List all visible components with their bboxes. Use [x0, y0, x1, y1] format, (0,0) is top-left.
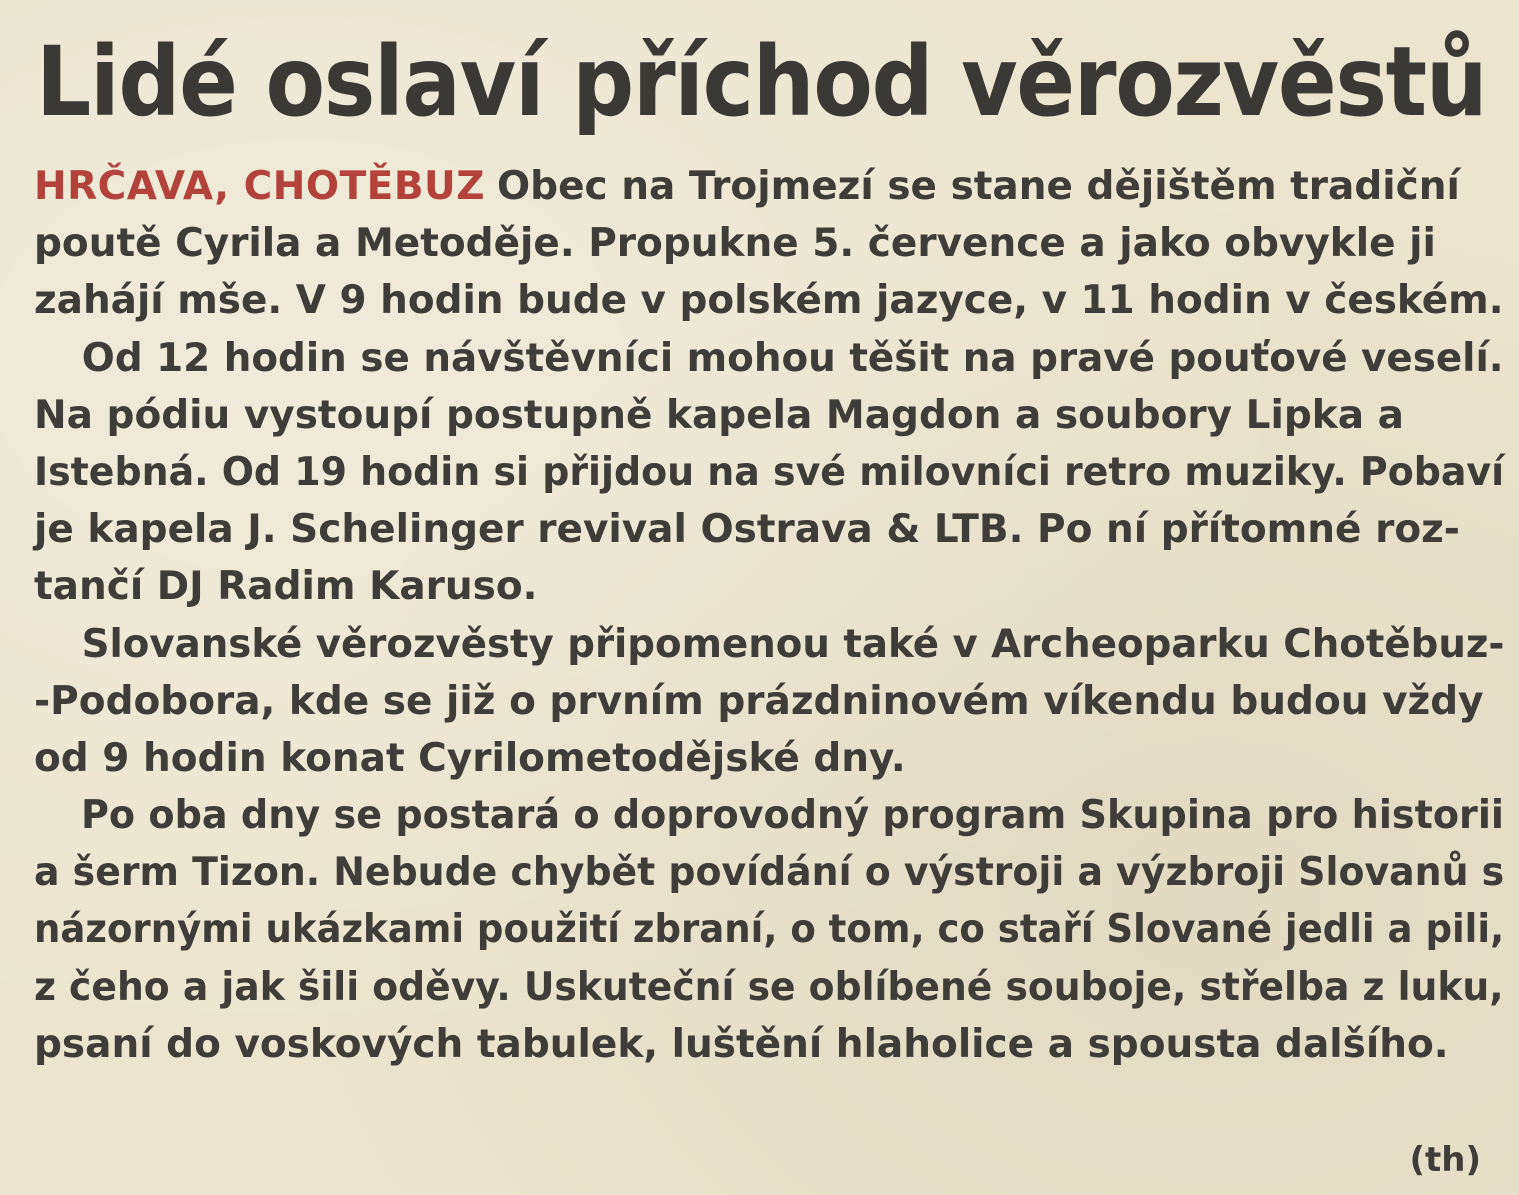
headline: Lidé oslaví příchod věrozvěstů	[36, 26, 1487, 138]
article-line: zahájí mše. V 9 hodin bude v polském jazyce, v 11 hodin v českém.	[34, 278, 1504, 324]
article-line: psaní do voskových tabulek, luštění hlaholice a spousta dalšího.	[34, 1021, 1449, 1067]
article-line: -Podobora, kde se již o prvním prázdninovém víkendu budou vždy	[34, 678, 1484, 724]
article-line: tančí DJ Radim Karuso.	[34, 564, 538, 610]
article-body	[34, 158, 1504, 1073]
dateline: HRČAVA, CHOTĚBUZ	[34, 164, 485, 209]
line-text: Obec na Trojmezí se stane dějištěm tradiční	[497, 164, 1460, 209]
article-line: z čeho a jak šili oděvy. Uskuteční se oblíbené souboje, střelba z luku,	[34, 964, 1504, 1010]
article-line: Slovanské věrozvěsty připomenou také v Archeoparku Chotěbuz-	[81, 621, 1505, 667]
author-initials: (th)	[1409, 1140, 1481, 1180]
article-line: je kapela J. Schelinger revival Ostrava & LTB. Po ní přítomné roz-	[34, 507, 1460, 553]
article-line: poutě Cyrila a Metoděje. Propukne 5. července a jako obvykle ji	[34, 221, 1436, 267]
article-line: Od 12 hodin se návštěvníci mohou těšit na pravé pouťové veselí.	[81, 335, 1504, 381]
article-line: Na pódiu vystoupí postupně kapela Magdon a soubory Lipka a	[34, 392, 1404, 438]
article-line: Istebná. Od 19 hodin si přijdou na své milovníci retro muziky. Pobaví	[34, 449, 1505, 495]
article-line: názornými ukázkami použití zbraní, o tom, co staří Slované jedli a pili,	[34, 907, 1505, 953]
article-line: Po oba dny se postará o doprovodný program Skupina pro historii	[80, 793, 1504, 839]
article-line	[34, 158, 1504, 215]
article-line: od 9 hodin konat Cyrilometodějské dny.	[34, 735, 906, 781]
article-line: a šerm Tizon. Nebude chybět povídání o výstroji a výzbroji Slovanů s	[34, 850, 1505, 896]
